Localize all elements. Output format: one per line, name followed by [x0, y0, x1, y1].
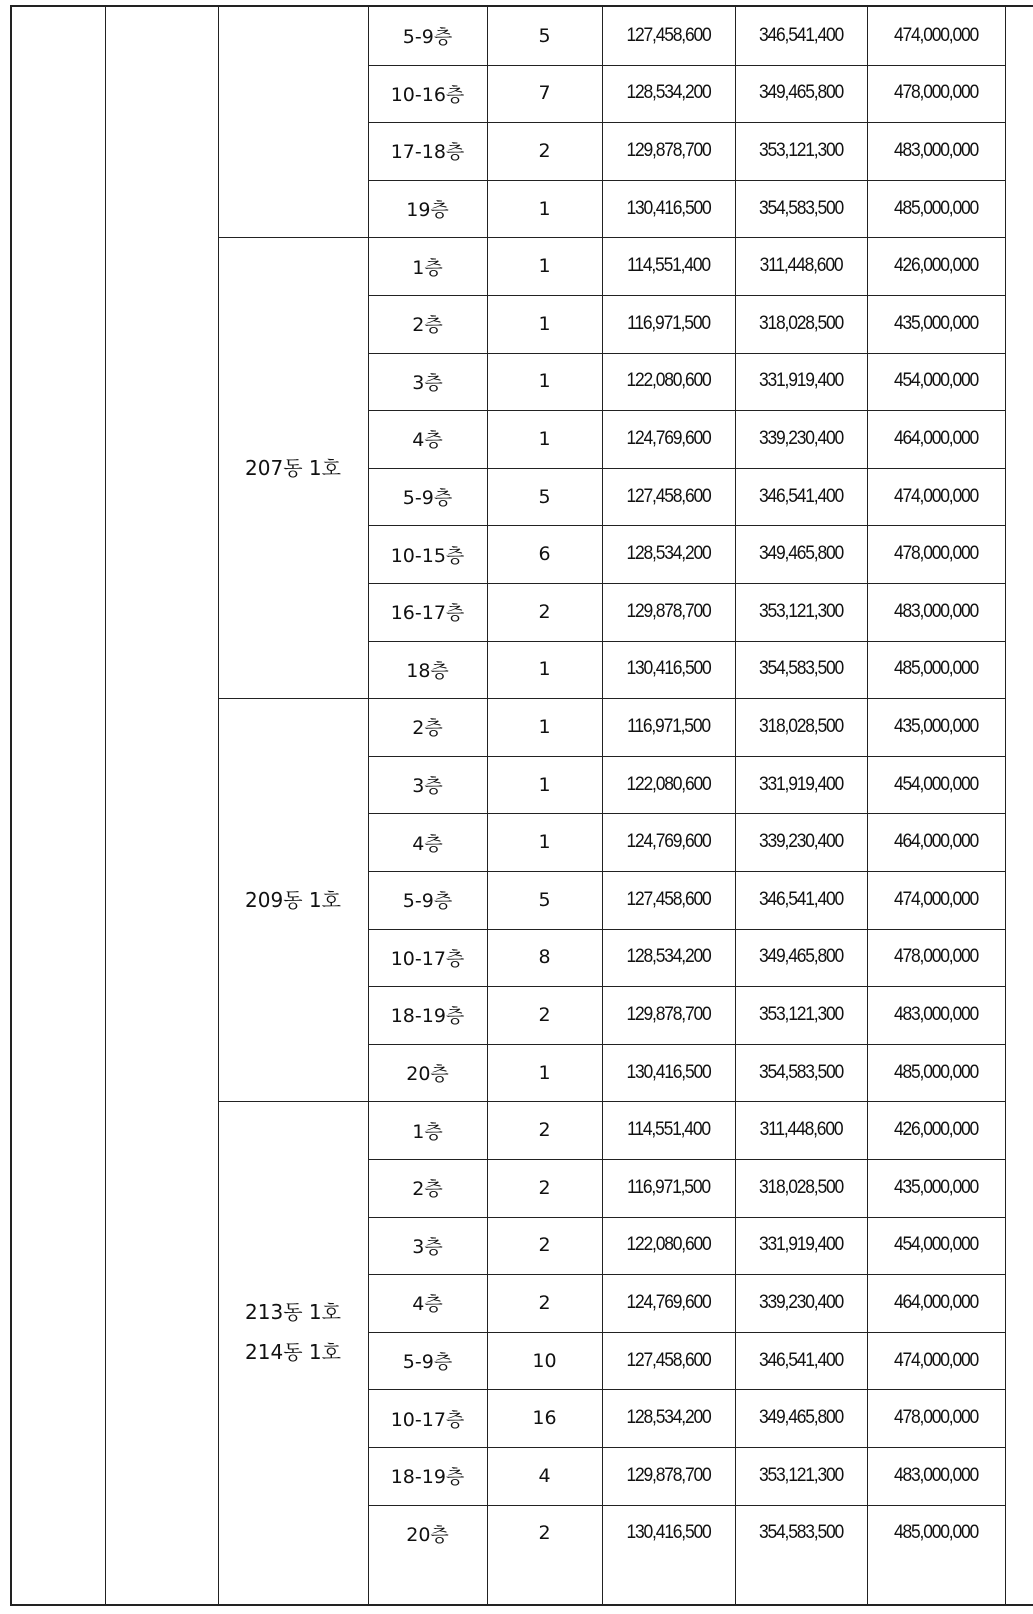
cell-land: 114,551,400	[627, 1119, 710, 1141]
cell-count: 5	[538, 485, 551, 508]
cell-building: 354,583,500	[758, 197, 844, 219]
cell-building: 353,121,300	[758, 1003, 844, 1025]
cell-land: 130,416,500	[626, 1522, 711, 1544]
unit-name-line: 214동 1호	[245, 1339, 341, 1364]
cell-land: 129,878,700	[626, 1464, 711, 1486]
cell-count: 2	[538, 1176, 551, 1199]
cell-building: 311,448,600	[759, 255, 843, 277]
cell-building: 353,121,300	[758, 1464, 844, 1486]
cell-land: 124,769,600	[626, 427, 711, 449]
cell-floor: 4층	[412, 429, 443, 452]
cell-count: 1	[538, 1061, 551, 1084]
cell-floor: 5-9층	[402, 890, 453, 913]
cell-total: 474,000,000	[893, 485, 979, 507]
cell-floor: 2층	[412, 1178, 443, 1201]
building-unit-label	[218, 1101, 368, 1562]
cell-land: 128,534,200	[626, 946, 711, 968]
cell-building: 354,583,500	[758, 1522, 844, 1544]
cell-building: 331,919,400	[758, 1234, 844, 1256]
cell-total: 464,000,000	[893, 427, 979, 449]
cell-count: 1	[538, 715, 551, 738]
cell-count: 2	[538, 1234, 551, 1257]
cell-count: 2	[538, 1522, 551, 1545]
cell-floor: 18-19층	[390, 1005, 465, 1028]
cell-total: 426,000,000	[893, 1119, 979, 1141]
cell-total: 478,000,000	[893, 1407, 979, 1429]
cell-land: 130,416,500	[626, 1061, 711, 1083]
cell-floor: 10-17층	[390, 947, 465, 970]
cell-floor: 17-18층	[390, 141, 465, 164]
cell-total: 464,000,000	[893, 1291, 979, 1313]
cell-total: 426,000,000	[893, 255, 979, 277]
cell-building: 318,028,500	[758, 1176, 844, 1198]
column-divider	[105, 7, 106, 1604]
building-unit-label	[218, 7, 368, 237]
cell-land: 129,878,700	[626, 1003, 711, 1025]
column-divider	[867, 7, 868, 1604]
cell-building: 353,121,300	[758, 139, 844, 161]
cell-building: 346,541,400	[758, 1349, 844, 1371]
building-unit-label	[218, 237, 368, 698]
cell-total: 454,000,000	[893, 370, 979, 392]
cell-land: 127,458,600	[626, 485, 711, 507]
cell-count: 10	[532, 1349, 557, 1372]
cell-total: 485,000,000	[893, 197, 979, 219]
cell-land: 124,769,600	[626, 831, 711, 853]
cell-floor: 5-9층	[402, 1351, 453, 1374]
building-unit-label	[218, 698, 368, 1101]
cell-count: 2	[538, 139, 551, 162]
cell-land: 122,080,600	[626, 773, 711, 795]
cell-building: 353,121,300	[758, 600, 844, 622]
cell-count: 1	[538, 312, 551, 335]
cell-total: 435,000,000	[893, 1176, 979, 1198]
cell-land: 124,769,600	[626, 1291, 711, 1313]
cell-count: 1	[538, 831, 551, 854]
cell-total: 483,000,000	[893, 1003, 979, 1025]
unit-name-line: 207동 1호	[245, 455, 341, 480]
cell-building: 354,583,500	[758, 1061, 844, 1083]
cell-floor: 18-19층	[390, 1466, 465, 1489]
cell-floor: 20층	[406, 1523, 449, 1546]
cell-land: 129,878,700	[626, 600, 711, 622]
cell-building: 346,541,400	[758, 24, 844, 46]
cell-building: 349,465,800	[758, 946, 844, 968]
cell-building: 349,465,800	[758, 82, 844, 104]
cell-land: 130,416,500	[626, 658, 711, 680]
cell-land: 128,534,200	[626, 1407, 711, 1429]
cell-total: 464,000,000	[893, 831, 979, 853]
cell-floor: 1층	[412, 256, 443, 279]
cell-total: 478,000,000	[893, 543, 979, 565]
cell-count: 1	[538, 370, 551, 393]
cell-land: 128,534,200	[626, 82, 711, 104]
cell-count: 2	[538, 1003, 551, 1026]
cell-floor: 5-9층	[402, 26, 453, 49]
cell-total: 435,000,000	[893, 715, 979, 737]
cell-floor: 10-16층	[390, 83, 465, 106]
cell-total: 485,000,000	[893, 1061, 979, 1083]
column-divider	[1005, 7, 1006, 1604]
cell-land: 116,971,500	[627, 715, 710, 737]
cell-building: 318,028,500	[758, 715, 844, 737]
cell-land: 128,534,200	[626, 543, 711, 565]
cell-total: 485,000,000	[893, 1522, 979, 1544]
cell-floor: 3층	[412, 1235, 443, 1258]
cell-building: 318,028,500	[758, 312, 844, 334]
cell-floor: 1층	[412, 1120, 443, 1143]
cell-count: 1	[538, 197, 551, 220]
cell-land: 114,551,400	[627, 255, 710, 277]
cell-building: 354,583,500	[758, 658, 844, 680]
cell-building: 346,541,400	[758, 888, 844, 910]
cell-floor: 20층	[406, 1063, 449, 1086]
cell-total: 435,000,000	[893, 312, 979, 334]
cell-floor: 4층	[412, 1293, 443, 1316]
cell-land: 130,416,500	[626, 197, 711, 219]
cell-total: 483,000,000	[893, 139, 979, 161]
cell-building: 346,541,400	[758, 485, 844, 507]
cell-count: 5	[538, 888, 551, 911]
cell-floor: 4층	[412, 832, 443, 855]
cell-total: 454,000,000	[893, 1234, 979, 1256]
cell-count: 4	[538, 1464, 551, 1487]
cell-land: 122,080,600	[626, 1234, 711, 1256]
cell-land: 127,458,600	[626, 24, 711, 46]
cell-land: 127,458,600	[626, 1349, 711, 1371]
cell-count: 8	[538, 946, 551, 969]
cell-land: 127,458,600	[626, 888, 711, 910]
cell-count: 1	[538, 427, 551, 450]
cell-count: 2	[538, 600, 551, 623]
unit-name-line: 209동 1호	[245, 887, 341, 912]
cell-building: 311,448,600	[759, 1119, 843, 1141]
cell-count: 16	[532, 1407, 557, 1430]
cell-count: 6	[538, 543, 551, 566]
cell-floor: 10-17층	[390, 1408, 465, 1431]
cell-floor: 3층	[412, 371, 443, 394]
cell-total: 478,000,000	[893, 82, 979, 104]
cell-building: 349,465,800	[758, 543, 844, 565]
cell-count: 1	[538, 658, 551, 681]
cell-total: 474,000,000	[893, 1349, 979, 1371]
cell-total: 474,000,000	[893, 888, 979, 910]
cell-land: 116,971,500	[627, 1176, 710, 1198]
cell-land: 122,080,600	[626, 370, 711, 392]
cell-floor: 18층	[406, 659, 449, 682]
cell-building: 331,919,400	[758, 370, 844, 392]
cell-floor: 5-9층	[402, 487, 453, 510]
cell-count: 1	[538, 255, 551, 278]
cell-total: 483,000,000	[893, 600, 979, 622]
cell-land: 116,971,500	[627, 312, 710, 334]
cell-floor: 19층	[406, 199, 449, 222]
unit-name-line: 213동 1호	[245, 1299, 341, 1324]
column-divider	[602, 7, 603, 1604]
cell-total: 454,000,000	[893, 773, 979, 795]
cell-total: 478,000,000	[893, 946, 979, 968]
price-table	[10, 5, 1033, 1606]
cell-count: 5	[538, 24, 551, 47]
cell-total: 485,000,000	[893, 658, 979, 680]
column-divider	[735, 7, 736, 1604]
cell-land: 129,878,700	[626, 139, 711, 161]
cell-floor: 3층	[412, 775, 443, 798]
cell-count: 7	[538, 82, 551, 105]
cell-floor: 16-17층	[390, 602, 465, 625]
cell-total: 474,000,000	[893, 24, 979, 46]
cell-floor: 2층	[412, 717, 443, 740]
cell-building: 349,465,800	[758, 1407, 844, 1429]
cell-total: 483,000,000	[893, 1464, 979, 1486]
cell-building: 339,230,400	[758, 831, 844, 853]
cell-building: 339,230,400	[758, 427, 844, 449]
cell-building: 339,230,400	[758, 1291, 844, 1313]
cell-building: 331,919,400	[758, 773, 844, 795]
cell-count: 2	[538, 1119, 551, 1142]
cell-count: 2	[538, 1291, 551, 1314]
cell-count: 1	[538, 773, 551, 796]
cell-floor: 2층	[412, 314, 443, 337]
cell-floor: 10-15층	[390, 544, 465, 567]
